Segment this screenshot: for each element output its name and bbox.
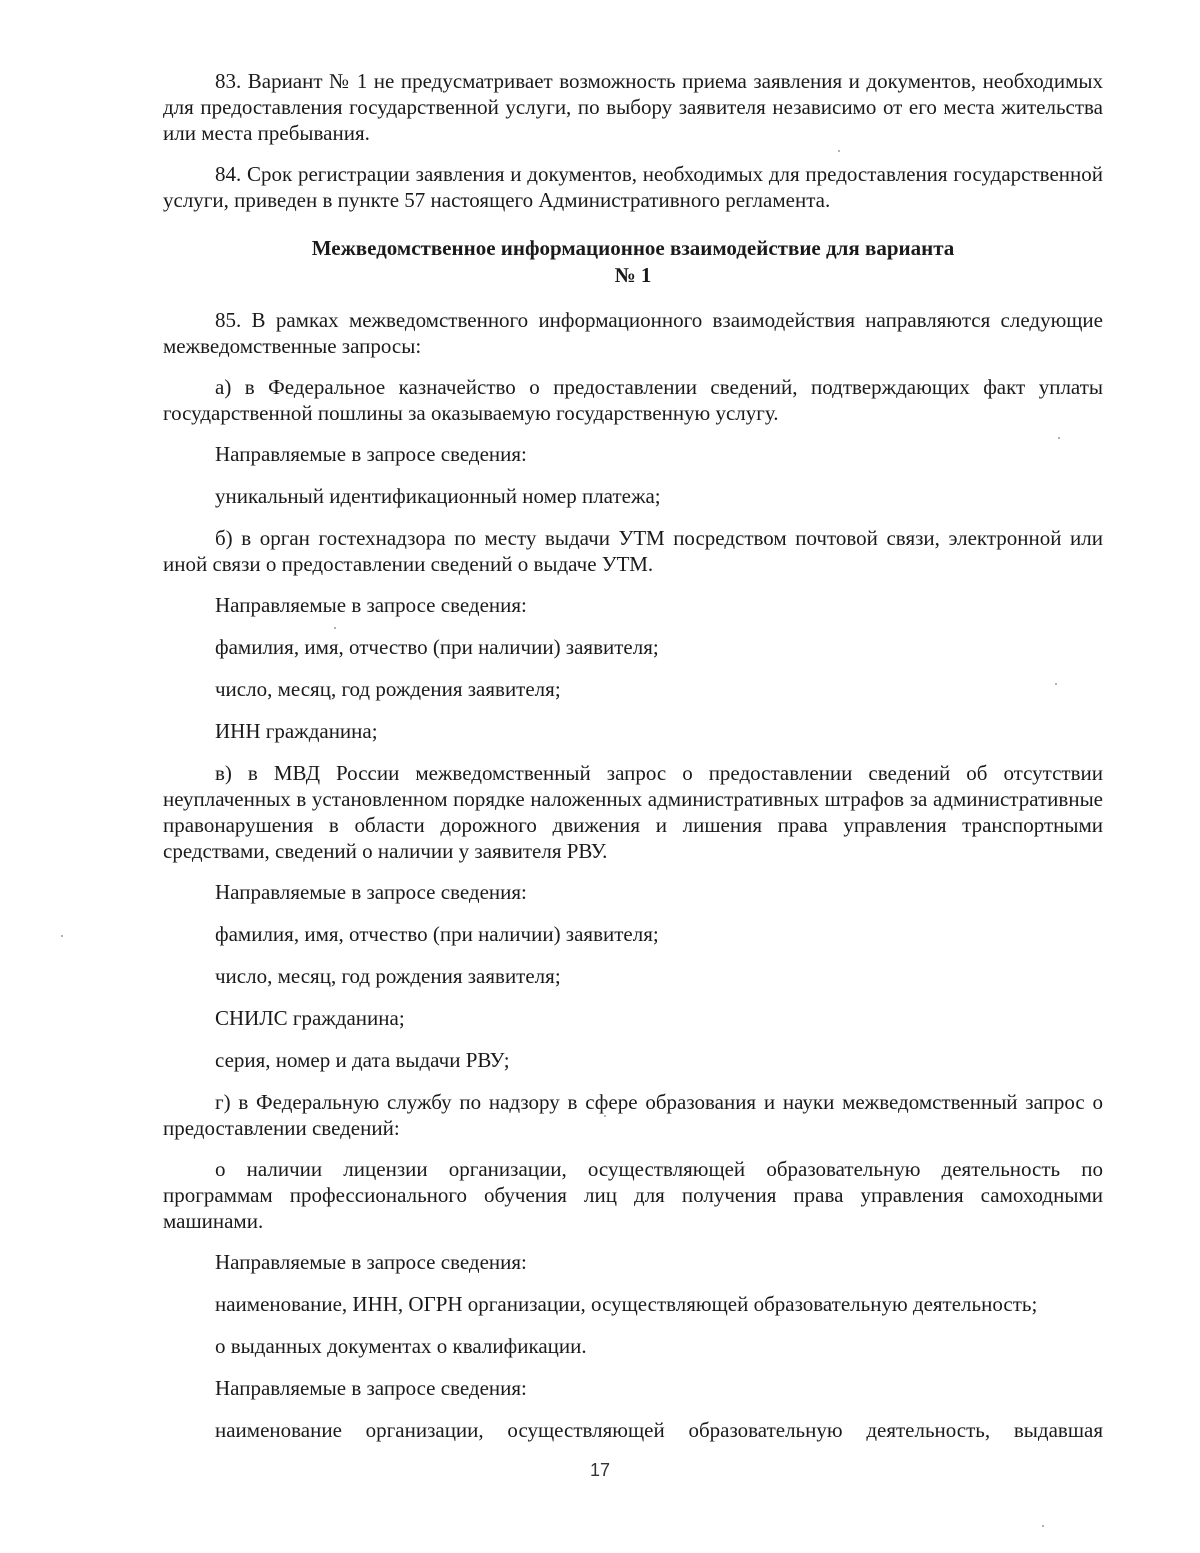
request-details-label: Направляемые в запросе сведения: xyxy=(215,1376,527,1400)
list-item: число, месяц, год рождения заявителя; xyxy=(215,677,561,701)
section-heading-line-1: Межведомственное информационное взаимодействие для варианта xyxy=(311,236,955,260)
request-details-label: Направляемые в запросе сведения: xyxy=(215,442,527,466)
request-details-label: Направляемые в запросе сведения: xyxy=(215,1250,527,1274)
list-item: СНИЛС гражданина; xyxy=(215,1006,405,1030)
document-body xyxy=(163,68,1103,1458)
scan-speck xyxy=(334,627,336,629)
item-a-treasury: а) в Федеральное казначейство о предоставлении сведений, подтверждающих факт уплаты государственной пошлины за оказываемую государственную услугу. xyxy=(163,375,1103,425)
scan-speck xyxy=(604,1115,606,1117)
section-heading-line-2: № 1 xyxy=(614,263,652,287)
scan-speck xyxy=(1058,437,1060,439)
list-item: серия, номер и дата выдачи РВУ; xyxy=(215,1048,510,1072)
scan-speck xyxy=(1055,683,1057,685)
item-b-gostekhnadzor: б) в орган гостехнадзора по месту выдачи УТМ посредством почтовой связи, электронной или иной связи о предоставлении сведений о выдаче УТМ. xyxy=(163,526,1103,576)
request-details-label: Направляемые в запросе сведения: xyxy=(215,593,527,617)
item-v-mvd: в) в МВД России межведомственный запрос о предоставлении сведений об отсутствии неуплаченных в установленном порядке наложенных административных штрафов за административные правонарушения в области дорожного движения и лишения права управления транспортными средствами, сведений о наличии у заявителя РВУ. xyxy=(163,761,1103,863)
license-request: о наличии лицензии организации, осуществляющей образовательную деятельность по программам профессионального обучения лиц для получения права управления самоходными машинами. xyxy=(163,1157,1103,1233)
scan-speck xyxy=(838,150,840,152)
request-details-label: Направляемые в запросе сведения: xyxy=(215,880,527,904)
paragraph-85: 85. В рамках межведомственного информационного взаимодействия направляются следующие межведомственные запросы: xyxy=(163,308,1103,358)
page-number: 17 xyxy=(589,1460,611,1480)
section-heading xyxy=(163,235,1103,289)
scan-speck xyxy=(61,935,63,937)
list-item: фамилия, имя, отчество (при наличии) заявителя; xyxy=(215,922,659,946)
item-g-rosobrnadzor: г) в Федеральную службу по надзору в сфере образования и науки межведомственный запрос о предоставлении сведений: xyxy=(163,1090,1103,1140)
list-item: уникальный идентификационный номер платежа; xyxy=(215,484,661,508)
list-item: фамилия, имя, отчество (при наличии) заявителя; xyxy=(215,635,659,659)
paragraph-84: 84. Срок регистрации заявления и документов, необходимых для предоставления государственной услуги, приведен в пункте 57 настоящего Административного регламента. xyxy=(163,162,1103,212)
list-item: число, месяц, год рождения заявителя; xyxy=(215,964,561,988)
list-item: наименование, ИНН, ОГРН организации, осуществляющей образовательную деятельность; xyxy=(215,1292,1038,1316)
list-item: о выданных документах о квалификации. xyxy=(215,1334,587,1358)
scan-speck xyxy=(1042,1525,1044,1527)
paragraph-83: 83. Вариант № 1 не предусматривает возможность приема заявления и документов, необходимых для предоставления государственной услуги, по выбору заявителя независимо от его места жительства или места пребывания. xyxy=(163,69,1103,145)
list-item: наименование организации, осуществляющей образовательную деятельность, выдавшая xyxy=(215,1418,1103,1442)
list-item: ИНН гражданина; xyxy=(215,719,378,743)
